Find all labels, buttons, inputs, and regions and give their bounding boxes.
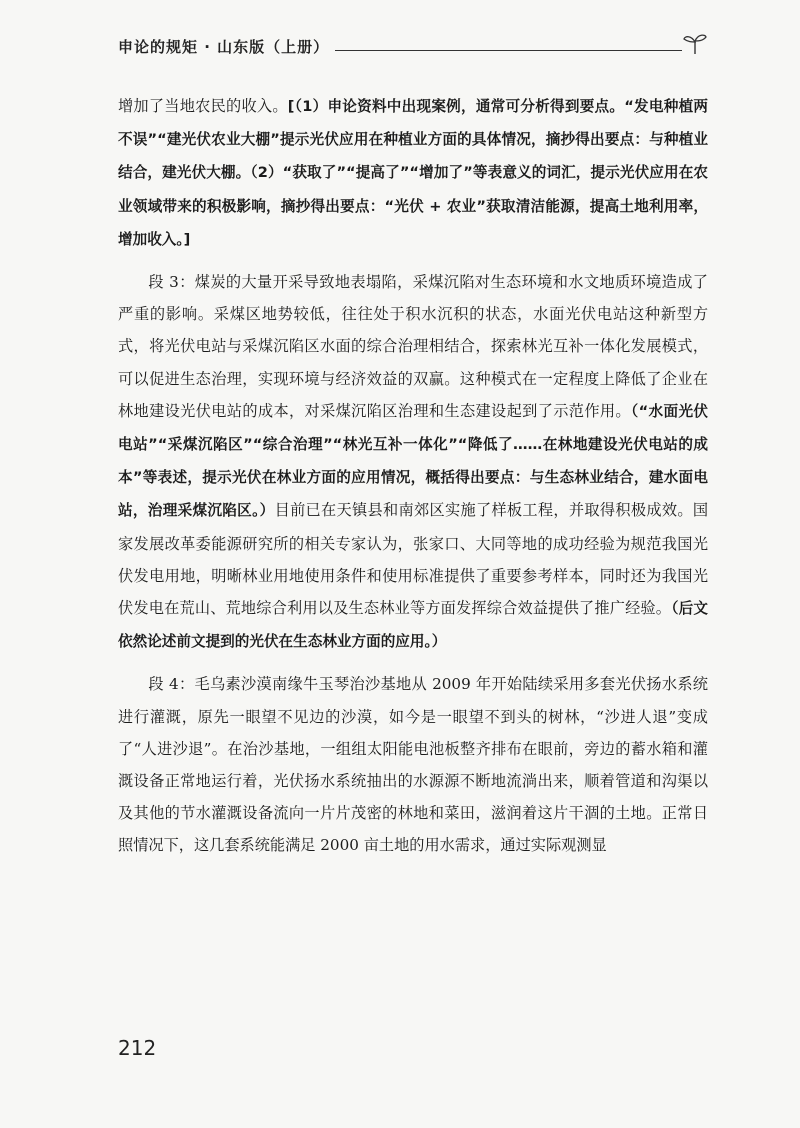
analysis-note: （后文依然论述前文提到的光伏在生态林业方面的应用。） bbox=[118, 600, 709, 651]
page-number: 212 bbox=[118, 1036, 157, 1060]
analysis-note: [（1）申论资料中出现案例，通常可分析得到要点。“发电种植两不误”“建光伏农业大棚”提示光伏应用在种植业方面的具体情况，摘抄得出要点：与种植业结合，建光伏大棚。（2）“获取了”“提高了”“增加了”等表意义的词汇，提示光伏应用在农业领域带来的积极影响，摘抄得出要点：“光伏 + 农业”获取清洁能源，提高土地利用率，增加收入。] bbox=[118, 98, 709, 248]
body-sentence: 增加了当地农民的收入。 bbox=[118, 97, 288, 115]
paragraph-3 bbox=[118, 668, 708, 861]
paragraph-2 bbox=[118, 266, 708, 658]
body-sentence: 段 4：毛乌素沙漠南缘牛玉琴治沙基地从 2009 年开始陆续采用多套光伏扬水系统进行灌溉，原先一眼望不见边的沙漠，如今是一眼望不到头的树林，“沙进人退”变成了“人进沙退”。在治沙基地，一组组太阳能电池板整齐排布在眼前，旁边的蓄水箱和灌溉设备正常地运行着，光伏扬水系统抽出的水源源不断地流淌出来，顺着管道和沟渠以及其他的节水灌溉设备流向一片片茂密的林地和菜田，滋润着这片干涸的土地。正常日照情况下，这几套系统能满足 2000 亩土地的用水需求，通过实际观测显 bbox=[118, 675, 708, 855]
running-header bbox=[118, 36, 708, 60]
main-text bbox=[118, 90, 708, 862]
sprout-icon bbox=[682, 32, 708, 56]
paragraph-1 bbox=[118, 90, 708, 256]
body-sentence: 目前已在天镇县和南郊区实施了样板工程，并取得积极成效。国家发展改革委能源研究所的相关专家认为，张家口、大同等地的成功经验为规范我国光伏发电用地，明晰林业用地使用条件和使用标准提供了重要参考样本，同时还为我国光伏发电在荒山、荒地综合利用以及生态林业等方面发挥综合效益提供了推广经验。 bbox=[118, 501, 709, 618]
body-sentence: 段 3：煤炭的大量开采导致地表塌陷，采煤沉陷对生态环境和水文地质环境造成了严重的影响。采煤区地势较低，往往处于积水沉积的状态，水面光伏电站这种新型方式，将光伏电站与采煤沉陷区水面的综合治理相结合，探索林光互补一体化发展模式，可以促进生态治理，实现环境与经济效益的双赢。这种模式在一定程度上降低了企业在林地建设光伏电站的成本，对采煤沉陷区治理和生态建设起到了示范作用。 bbox=[118, 273, 708, 420]
analysis-note: （“水面光伏电站”“采煤沉陷区”“综合治理”“林光互补一体化”“降低了……在林地建设光伏电站的成本”等表述，提示光伏在林业方面的应用情况，概括得出要点：与生态林业结合，建水面电站，治理采煤沉陷区。） bbox=[118, 402, 708, 520]
book-title: 申论的规矩 · 山东版（上册） bbox=[118, 36, 335, 57]
